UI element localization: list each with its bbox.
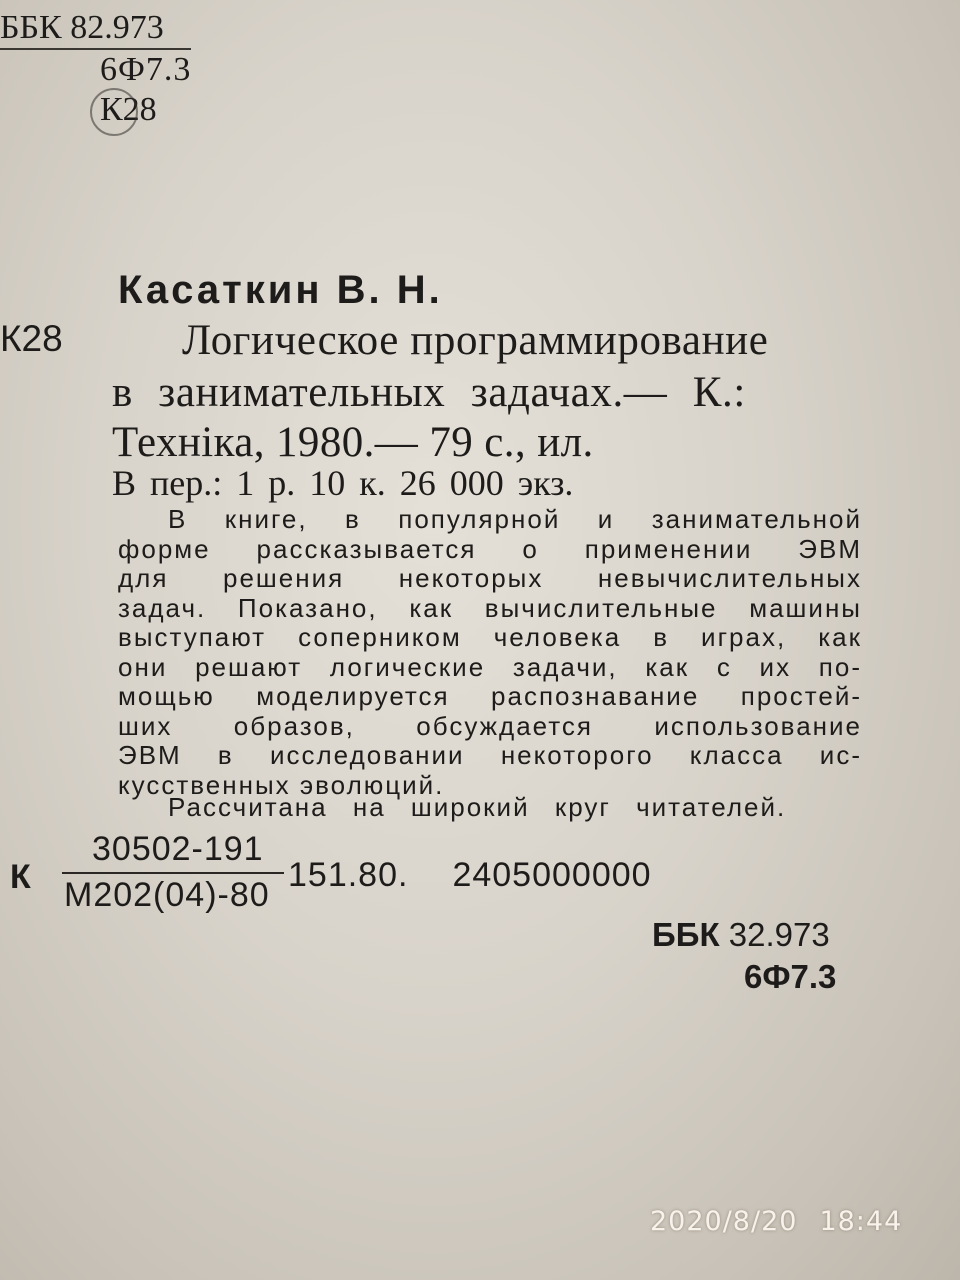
book-abstract — [118, 505, 862, 800]
title-line-2: в занимательных задачах.— К.: — [112, 369, 746, 416]
abstract-line: они решают логические задачи, как с их по- — [118, 651, 862, 682]
bbk-sub-code: 6Ф7.3 — [744, 958, 837, 995]
catalog-denominator: М202(04)-80 — [64, 876, 270, 914]
top-author-mark: К28 — [100, 91, 157, 128]
catalog-numbers — [288, 856, 652, 895]
abstract-line: кусственных эволюций. — [118, 769, 445, 800]
title-line-3: Техніка, 1980.— 79 с., ил. — [112, 419, 594, 466]
top-index-block — [0, 8, 191, 130]
abstract-line: мощью моделируется распознавание простей- — [118, 681, 862, 711]
timestamp-date: 2020/8/20 — [650, 1206, 798, 1237]
abstract-line: В книге, в популярной и занимательной — [168, 504, 862, 534]
abstract-line: выступают соперником человека в играх, как — [118, 622, 862, 652]
catalog-numerator: 30502-191 — [92, 830, 264, 868]
fraction-bar — [62, 872, 284, 874]
title-line-1: Логическое программирование — [182, 317, 769, 364]
abstract-line: для решения некоторых невычислительных — [118, 563, 862, 593]
abstract-line: ЭВМ в исследовании некоторого класса ис- — [118, 740, 862, 770]
bottom-bbk-block — [652, 914, 836, 998]
catalog-number-1: 151.80. — [288, 856, 409, 894]
photo-timestamp — [650, 1206, 902, 1237]
timestamp-time: 18:44 — [819, 1206, 903, 1237]
bbk-label: ББК — [652, 916, 720, 953]
target-audience: Рассчитана на широкий круг читателей. — [168, 792, 787, 822]
abstract-line: задач. Показано, как вычислительные машины — [118, 592, 862, 623]
catalog-letter: К — [10, 858, 31, 896]
price-circulation-line: В пер.: 1 р. 10 к. 26 000 экз. — [112, 463, 574, 503]
abstract-line: ших образов, обсуждается использование — [118, 710, 862, 741]
author-name: Касаткин В. Н. — [118, 268, 443, 312]
catalog-number-2: 2405000000 — [452, 856, 652, 894]
abstract-line: форме рассказывается о применении ЭВМ — [118, 533, 862, 564]
side-author-mark: К28 — [0, 318, 63, 359]
top-udk-line: 6Ф7.3 — [100, 51, 192, 88]
bbk-code: 32.973 — [728, 916, 830, 953]
top-bbk-line: ББК 82.973 — [0, 8, 191, 50]
